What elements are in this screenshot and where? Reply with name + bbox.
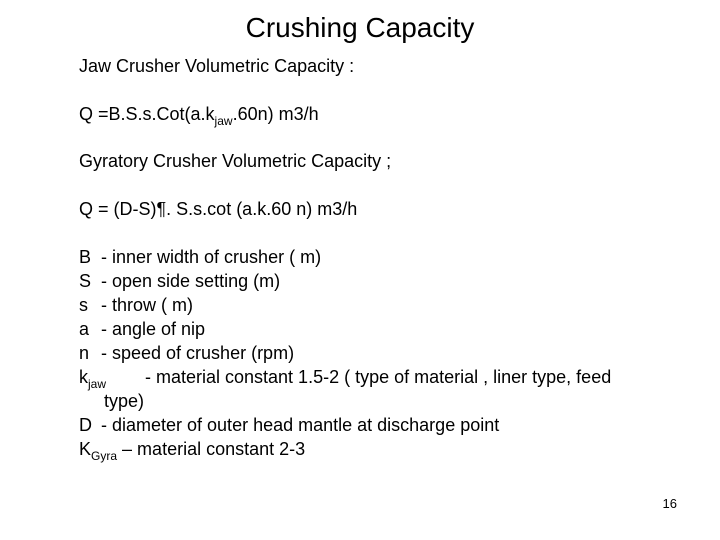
definition-s-upper [79, 270, 280, 292]
definition-text: - inner width of crusher ( m) [101, 247, 322, 267]
definition-kgyra [79, 438, 305, 467]
definition-text: - speed of crusher (rpm) [101, 343, 295, 363]
definition-a [79, 318, 205, 340]
definition-kjaw-continuation: type) [104, 391, 145, 411]
definition-n [79, 342, 294, 364]
jaw-formula-subscript: jaw [214, 114, 233, 128]
jaw-formula-pre: Q =B.S.s.Cot(a.k [79, 104, 215, 124]
definition-key: n [79, 343, 90, 363]
definition-key: s [79, 295, 88, 315]
definition-key: D [79, 415, 92, 435]
definition-b [79, 246, 321, 268]
page-number: 16 [662, 496, 677, 511]
definition-s-lower [79, 294, 193, 316]
definition-key: k [79, 367, 88, 387]
definition-d [79, 414, 499, 436]
definition-key-subscript: Gyra [91, 449, 118, 463]
definition-text: - diameter of outer head mantle at discharge point [101, 415, 500, 435]
definition-key: K [79, 439, 92, 459]
definition-text: - throw ( m) [101, 295, 193, 315]
gyratory-capacity-heading: Gyratory Crusher Volumetric Capacity ; [79, 151, 392, 171]
jaw-formula-post: .60n) m3/h [232, 104, 319, 124]
definition-text: - material constant 1.5-2 ( type of material , liner type, feed [145, 367, 612, 387]
jaw-capacity-formula [79, 103, 319, 132]
definition-key: a [79, 319, 90, 339]
definition-key: S [79, 271, 92, 291]
definition-text: - open side setting (m) [101, 271, 281, 291]
jaw-capacity-heading: Jaw Crusher Volumetric Capacity : [79, 56, 355, 76]
definition-kjaw [79, 366, 611, 395]
definition-key: B [79, 247, 92, 267]
definition-text: - angle of nip [101, 319, 206, 339]
slide-title: Crushing Capacity [245, 12, 475, 43]
definition-text: – material constant 2-3 [122, 439, 306, 459]
gyratory-capacity-formula: Q = (D-S)¶. S.s.cot (a.k.60 n) m3/h [79, 199, 358, 219]
definition-key-subscript: jaw [88, 377, 107, 391]
